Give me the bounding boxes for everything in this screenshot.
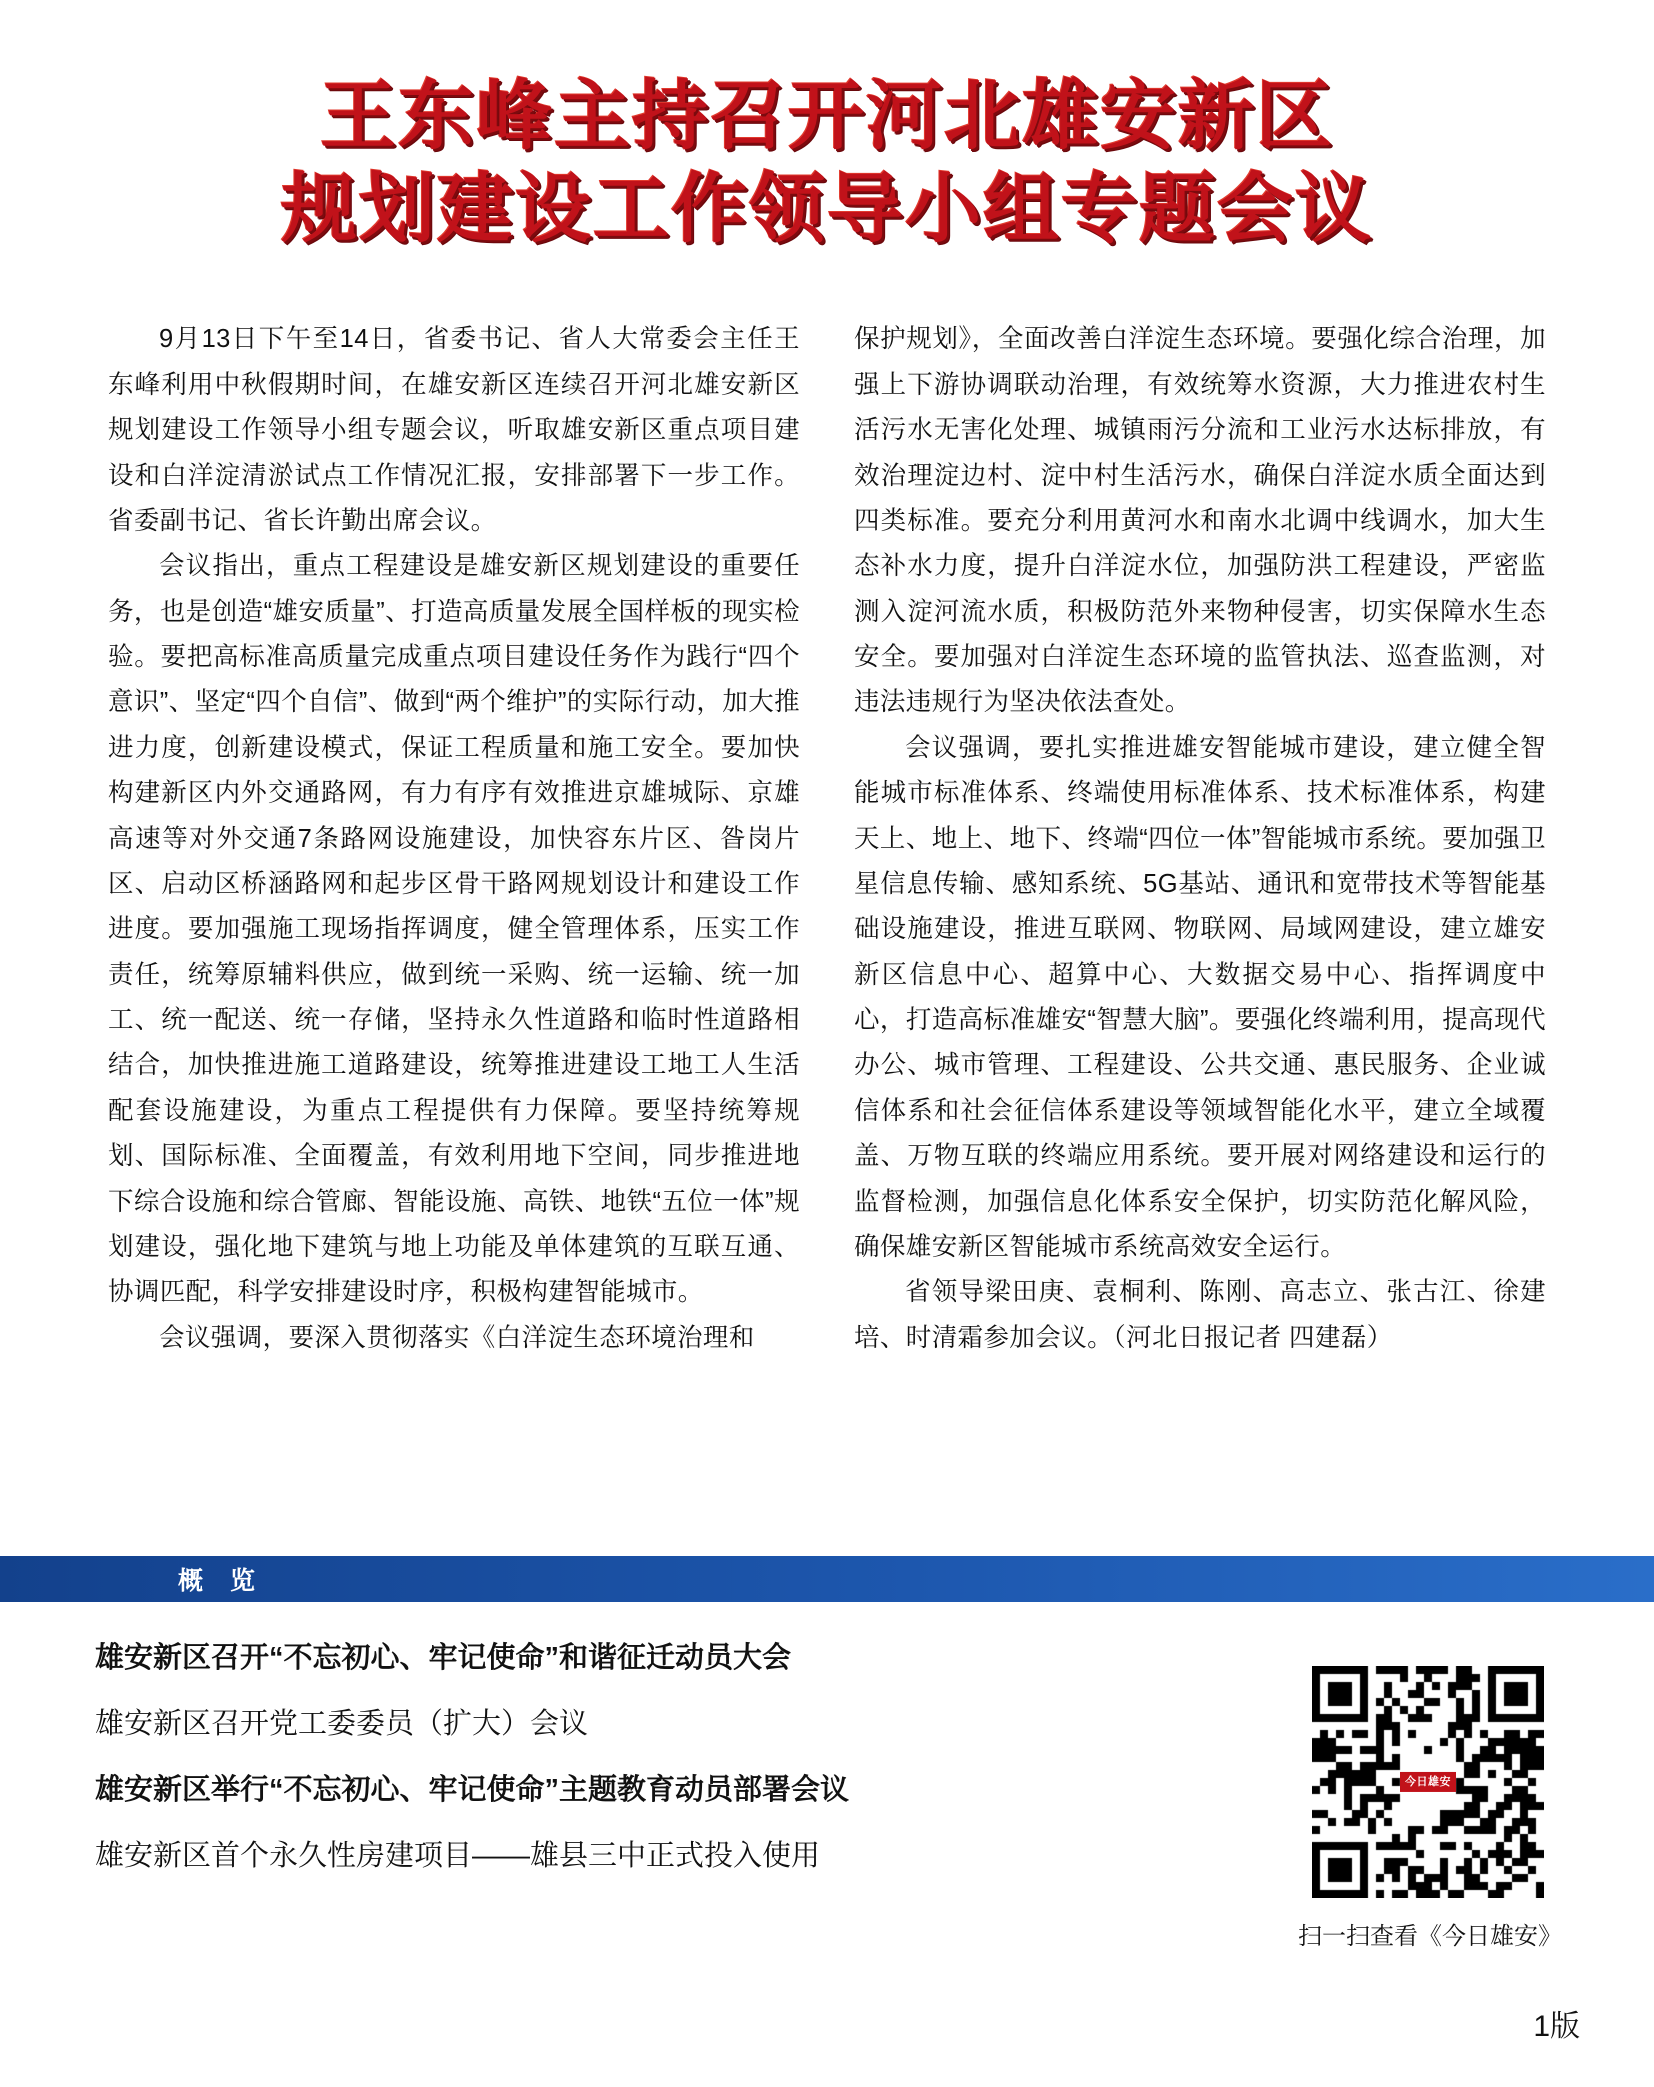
overview-label: 概 览 bbox=[178, 1567, 265, 1595]
overview-list bbox=[0, 1636, 1060, 1878]
qr-code-image bbox=[1312, 1666, 1544, 1898]
headline bbox=[60, 0, 1594, 255]
paragraph: 会议强调，要深入贯彻落实《白洋淀生态环境治理和 bbox=[159, 1323, 755, 1352]
paragraph: 会议强调，要扎实推进雄安智能城市建设，建立健全智能城市标准体系、终端使用标准体系、技术标准体系，构建天上、地上、地下、终端“四位一体”智能城市系统。要加强卫星信息传输、感知系统、5G基站、通讯和宽带技术等智能基础设施建设，推进互联网、物联网、局域网建设，建立雄安新区信息中心、超算中心、大数据交易中心、指挥调度中心，打造高标准雄安“智慧大脑”。要强化终端利用，提高现代办公、城市管理、工程建设、公共交通、惠民服务、企业诚信体系和社会征信体系建设等领域智能化水平，建立全域覆盖、万物互联的终端应用系统。要开展对网络建设和运行的监督检测，加强信息化体系安全保护，切实防范化解风险，确保雄安新区智能城市系统高效安全运行。 bbox=[854, 733, 1546, 1261]
qr-code-block bbox=[1298, 1666, 1562, 1951]
overview-header-bar bbox=[0, 1556, 1654, 1602]
list-item[interactable]: 雄安新区召开“不忘初心、牢记使命”和谐征迁动员大会 bbox=[95, 1642, 792, 1674]
article-body bbox=[60, 317, 1594, 1361]
list-item[interactable]: 雄安新区召开党工委委员（扩大）会议 bbox=[95, 1708, 589, 1741]
paragraph: 9月13日下午至14日，省委书记、省人大常委会主任王东峰利用中秋假期时间，在雄安新区连续召开河北雄安新区规划建设工作领导小组专题会议，听取雄安新区重点项目建设和白洋淀清淤试点工作情况汇报，安排部署下一步工作。省委副书记、省长许勤出席会议。 bbox=[108, 325, 800, 535]
headline-line-1: 王东峰主持召开河北雄安新区 bbox=[320, 71, 1334, 160]
paragraph: 省领导梁田庚、袁桐利、陈刚、高志立、张古江、徐建培、时清霜参加会议。（河北日报记者 四建磊） bbox=[854, 1278, 1546, 1352]
paragraph: 会议指出，重点工程建设是雄安新区规划建设的重要任务，也是创造“雄安质量”、打造高质量发展全国样板的现实检验。要把高标准高质量完成重点项目建设任务作为践行“四个意识”、坚定“四个自信”、做到“两个维护”的实际行动，加大推进力度，创新建设模式，保证工程质量和施工安全。要加快构建新区内外交通路网，有力有序有效推进京雄城际、京雄高速等对外交通7条路网设施建设，加快容东片区、昝岗片区、启动区桥涵路网和起步区骨干路网规划设计和建设工作进度。要加强施工现场指挥调度，健全管理体系，压实工作责任，统筹原辅料供应，做到统一采购、统一运输、统一加工、统一配送、统一存储，坚持永久性道路和临时性道路相结合，加快推进施工道路建设，统筹推进建设工地工人生活配套设施建设，为重点工程提供有力保障。要坚持统筹规划、国际标准、全面覆盖，有效利用地下空间，同步推进地下综合设施和综合管廊、智能设施、高铁、地铁“五位一体”规划建设，强化地下建筑与地上功能及单体建筑的互联互通、协调匹配，科学安排建设时序，积极构建智能城市。 bbox=[108, 552, 800, 1307]
article-column-left bbox=[108, 317, 800, 1361]
page-number: 1版 bbox=[1533, 2010, 1580, 2043]
article-column-right bbox=[854, 317, 1546, 1361]
list-item[interactable]: 雄安新区举行“不忘初心、牢记使命”主题教育动员部署会议 bbox=[95, 1774, 850, 1807]
paragraph: 保护规划》，全面改善白洋淀生态环境。要强化综合治理，加强上下游协调联动治理，有效统筹水资源，大力推进农村生活污水无害化处理、城镇雨污分流和工业污水达标排放，有效治理淀边村、淀中村生活污水，确保白洋淀水质全面达到四类标准。要充分利用黄河水和南水北调中线调水，加大生态补水力度，提升白洋淀水位，加强防洪工程建设，严密监测入淀河流水质，积极防范外来物种侵害，切实保障水生态安全。要加强对白洋淀生态环境的监管执法、巡查监测，对违法违规行为坚决依法查处。 bbox=[854, 325, 1546, 717]
list-item[interactable]: 雄安新区首个永久性房建项目——雄县三中正式投入使用 bbox=[95, 1840, 821, 1873]
qr-caption: 扫一扫查看《今日雄安》 bbox=[1298, 1923, 1562, 1950]
qr-center-logo: 今日雄安 bbox=[1400, 1772, 1456, 1792]
headline-line-2: 规划建设工作领导小组专题会议 bbox=[281, 163, 1373, 253]
